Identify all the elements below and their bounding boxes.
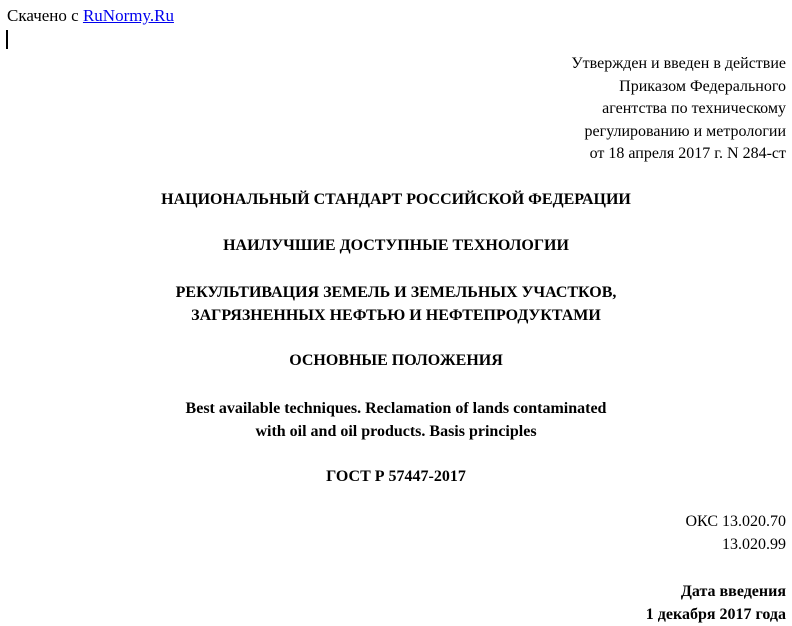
text-cursor	[6, 30, 8, 49]
approval-line: Приказом Федерального	[619, 77, 786, 95]
national-standard-text: НАЦИОНАЛЬНЫЙ СТАНДАРТ РОССИЙСКОЙ ФЕДЕРАЦИИ	[161, 191, 631, 208]
introduction-label: Дата введения	[680, 583, 786, 600]
download-source-line	[7, 6, 174, 26]
approval-line: от 18 апреля 2017 г. N 284-ст	[589, 145, 786, 162]
subject-line-1: РЕКУЛЬТИВАЦИЯ ЗЕМЕЛЬ И ЗЕМЕЛЬНЫХ УЧАСТКОВ,	[175, 284, 617, 301]
oks-line-1: ОКС 13.020.70	[685, 513, 786, 530]
oks-codes	[686, 511, 787, 556]
gost-number	[0, 465, 792, 488]
english-line-2: with oil and oil products. Basis principles	[255, 423, 537, 440]
subject-line-2: ЗАГРЯЗНЕННЫХ НЕФТЬЮ И НЕФТЕПРОДУКТАМИ	[191, 307, 601, 324]
basics-heading	[0, 349, 792, 372]
best-tech-text: НАИЛУЧШИЕ ДОСТУПНЫЕ ТЕХНОЛОГИИ	[223, 237, 569, 254]
english-line-1: Best available techniques. Reclamation of lands contaminated	[185, 400, 607, 417]
approval-block	[571, 53, 786, 166]
best-tech-heading	[0, 234, 792, 257]
introduction-date-block	[646, 580, 786, 626]
approval-line: агентства по техническому	[602, 100, 786, 117]
oks-line-2: 13.020.99	[722, 535, 786, 553]
download-prefix: Скачено с	[7, 6, 83, 25]
basics-text: ОСНОВНЫЕ ПОЛОЖЕНИЯ	[289, 352, 503, 369]
national-standard-heading	[0, 188, 792, 211]
subject-heading	[0, 281, 792, 327]
english-title	[0, 397, 792, 443]
approval-line: регулированию и метрологии	[584, 122, 786, 140]
runormy-link[interactable]: RuNormy.Ru	[82, 6, 174, 25]
introduction-date: 1 декабря 2017 года	[645, 606, 786, 623]
approval-line: Утвержден и введен в действие	[571, 55, 786, 72]
gost-text: ГОСТ Р 57447-2017	[326, 468, 466, 485]
